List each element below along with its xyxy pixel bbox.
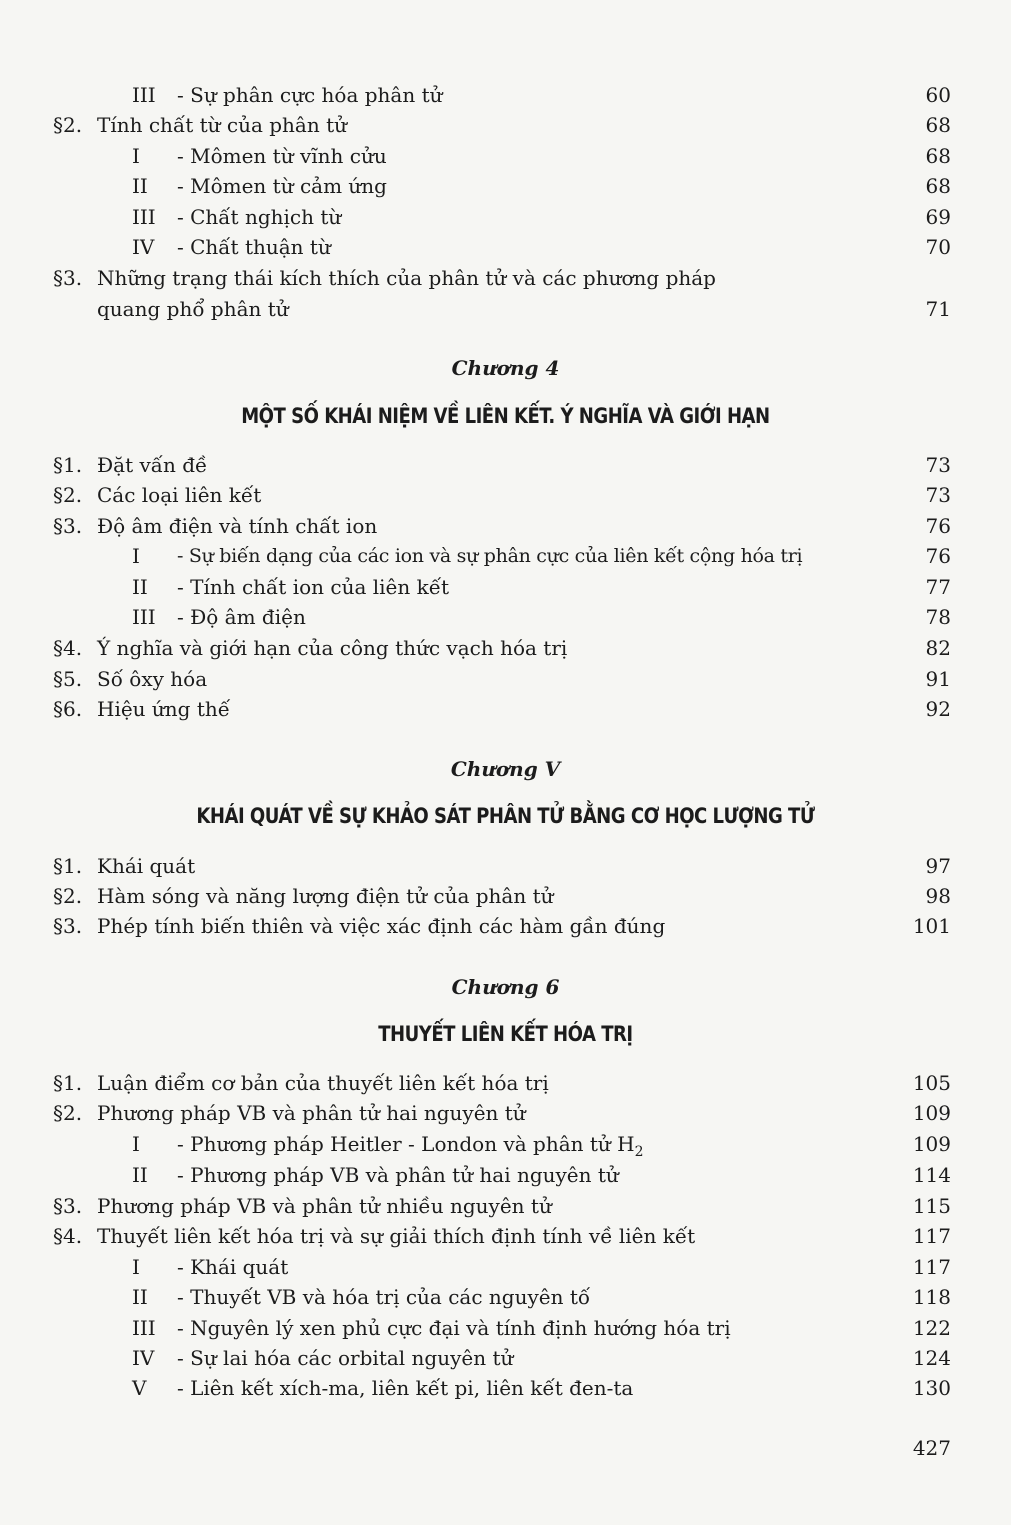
entry-section: §2.: [53, 1101, 83, 1125]
entry-page: 98: [925, 884, 951, 908]
entry-section: §6.: [53, 697, 83, 721]
entry-page: 69: [925, 205, 951, 229]
entry-numeral: III: [132, 605, 156, 629]
entry-title: - Thuyết VB và hóa trị của các nguyên tố: [177, 1285, 591, 1309]
toc-entry: [0, 1221, 1011, 1251]
toc-entry: [0, 1160, 1011, 1190]
entry-title: Phương pháp VB và phân tử hai nguyên tử: [97, 1101, 526, 1125]
entry-numeral: II: [132, 1163, 148, 1187]
entry-page: 117: [912, 1224, 951, 1248]
entry-title: - Chất thuận từ: [177, 235, 331, 259]
toc-entry: [0, 881, 1011, 911]
entry-page: 105: [912, 1071, 951, 1095]
entry-page: 115: [912, 1194, 951, 1218]
toc-entry: [0, 1373, 1011, 1403]
entry-page: 122: [912, 1316, 951, 1340]
entry-title: - Liên kết xích-ma, liên kết pi, liên kết đen-ta: [177, 1376, 634, 1400]
entry-page: 68: [925, 113, 951, 137]
entry-numeral: II: [132, 1285, 148, 1309]
entry-page: 77: [925, 575, 951, 599]
toc-entry: [0, 171, 1011, 201]
entry-section: §3.: [53, 914, 83, 938]
page-number: 427: [912, 1436, 951, 1460]
entry-page: 109: [912, 1132, 951, 1156]
entry-page: 114: [912, 1163, 951, 1187]
toc-entry: [0, 80, 1011, 110]
entry-page: 91: [925, 667, 951, 691]
entry-section: §5.: [53, 667, 83, 691]
entry-page: 82: [925, 636, 951, 660]
entry-section: §2.: [53, 113, 83, 137]
toc-entry: [0, 1252, 1011, 1282]
entry-numeral: IV: [132, 235, 155, 259]
entry-page: 73: [925, 453, 951, 477]
entry-numeral: III: [132, 205, 156, 229]
toc-entry: [0, 1313, 1011, 1343]
entry-page: 68: [925, 144, 951, 168]
entry-title: Hiệu ứng thế: [97, 697, 231, 721]
entry-page: 92: [925, 697, 951, 721]
entry-title-main: - Phương pháp Heitler - London và phân tử H: [177, 1132, 635, 1156]
toc-entry: [0, 1282, 1011, 1312]
toc-entry: [0, 1098, 1011, 1128]
toc-entry: [0, 911, 1011, 941]
toc-entry: [0, 110, 1011, 140]
entry-title: - Khái quát: [177, 1255, 289, 1279]
chapter-title: KHÁI QUÁT VỀ SỰ KHẢO SÁT PHÂN TỬ BẰNG CƠ HỌC LƯỢNG TỬ: [196, 804, 815, 828]
entry-title: - Nguyên lý xen phủ cực đại và tính định hướng hóa trị: [177, 1316, 731, 1340]
toc-entry: [0, 1191, 1011, 1221]
toc-entry: [0, 572, 1011, 602]
entry-section: §1.: [53, 453, 83, 477]
entry-numeral: IV: [132, 1346, 155, 1370]
entry-title: - Mômen từ cảm ứng: [177, 174, 387, 198]
entry-page: 101: [912, 914, 951, 938]
entry-title: - Chất nghịch từ: [177, 205, 342, 229]
entry-page: 97: [925, 854, 951, 878]
chapter-title: THUYẾT LIÊN KẾT HÓA TRỊ: [378, 1022, 633, 1046]
entry-section: §1.: [53, 854, 83, 878]
entry-title: Độ âm điện và tính chất ion: [97, 514, 378, 538]
toc-entry: [0, 450, 1011, 480]
toc-entry: [0, 541, 1011, 571]
entry-numeral: I: [132, 144, 140, 168]
entry-title: Các loại liên kết: [97, 483, 262, 507]
toc-entry-continuation: [0, 294, 1011, 324]
entry-title: - Tính chất ion của liên kết: [177, 575, 450, 599]
entry-section: §1.: [53, 1071, 83, 1095]
entry-title: Khái quát: [97, 854, 196, 878]
entry-title: Số ôxy hóa: [97, 667, 208, 691]
toc-entry: [0, 602, 1011, 632]
entry-section: §3.: [53, 266, 83, 290]
toc-entry: [0, 1068, 1011, 1098]
entry-page: 78: [925, 605, 951, 629]
toc-entry: [0, 511, 1011, 541]
entry-title: Hàm sóng và năng lượng điện tử của phân tử: [97, 884, 554, 908]
entry-numeral: I: [132, 1132, 140, 1156]
entry-numeral: II: [132, 174, 148, 198]
toc-entry: [0, 664, 1011, 694]
entry-title: Luận điểm cơ bản của thuyết liên kết hóa trị: [97, 1071, 549, 1095]
entry-numeral: I: [132, 1255, 140, 1279]
toc-entry: [0, 263, 1011, 293]
toc-entry: [0, 1343, 1011, 1373]
entry-title: Thuyết liên kết hóa trị và sự giải thích định tính về liên kết: [97, 1224, 696, 1248]
toc-entry: [0, 232, 1011, 262]
entry-title: - Mômen từ vĩnh cửu: [177, 144, 387, 168]
chapter-title: MỘT SỐ KHÁI NIỆM VỀ LIÊN KẾT. Ý NGHĨA VÀ GIỚI HẠN: [241, 404, 770, 428]
toc-entry: [0, 480, 1011, 510]
entry-section: §3.: [53, 514, 83, 538]
entry-title-subscript: 2: [634, 1144, 644, 1160]
entry-title: Ý nghĩa và giới hạn của công thức vạch hóa trị: [97, 636, 568, 660]
toc-entry: [0, 141, 1011, 171]
entry-section: §2.: [53, 884, 83, 908]
entry-title: - Sự phân cực hóa phân tử: [177, 83, 443, 107]
toc-entry: [0, 633, 1011, 663]
entry-page: 70: [925, 235, 951, 259]
entry-title: - Độ âm điện: [177, 605, 306, 629]
entry-page: 71: [925, 297, 951, 321]
entry-section: §2.: [53, 483, 83, 507]
entry-page: 73: [925, 483, 951, 507]
chapter-label: Chương 4: [451, 356, 560, 380]
toc-entry: [0, 851, 1011, 881]
entry-page: 117: [912, 1255, 951, 1279]
entry-section: §3.: [53, 1194, 83, 1218]
entry-page: 130: [912, 1376, 951, 1400]
entry-page: 118: [912, 1285, 951, 1309]
entry-page: 60: [925, 83, 951, 107]
entry-numeral: I: [132, 544, 140, 568]
entry-section: §4.: [53, 1224, 83, 1248]
entry-page: 76: [925, 544, 951, 568]
entry-title: Phương pháp VB và phân tử nhiều nguyên tử: [97, 1194, 552, 1218]
toc-entry: [0, 694, 1011, 724]
entry-title: - Phương pháp VB và phân tử hai nguyên tử: [177, 1163, 619, 1187]
entry-page: 68: [925, 174, 951, 198]
entry-numeral: II: [132, 575, 148, 599]
entry-page: 76: [925, 514, 951, 538]
entry-section: §4.: [53, 636, 83, 660]
entry-numeral: V: [132, 1376, 147, 1400]
entry-title: - Sự lai hóa các orbital nguyên tử: [177, 1346, 514, 1370]
entry-title: Những trạng thái kích thích của phân tử và các phương pháp: [97, 266, 716, 290]
toc-entry: [0, 202, 1011, 232]
chapter-label: Chương V: [450, 757, 561, 781]
entry-title: Tính chất từ của phân tử: [97, 113, 347, 137]
entry-title: Phép tính biến thiên và việc xác định các hàm gần đúng: [97, 914, 666, 938]
entry-title: quang phổ phân tử: [97, 297, 289, 321]
entry-numeral: III: [132, 83, 156, 107]
chapter-label: Chương 6: [451, 975, 560, 999]
entry-page: 124: [912, 1346, 951, 1370]
toc-entry: [0, 1129, 1011, 1159]
entry-title: Đặt vấn đề: [97, 453, 208, 477]
entry-numeral: III: [132, 1316, 156, 1340]
entry-title: - Sự biến dạng của các ion và sự phân cực của liên kết cộng hóa trị: [177, 545, 803, 567]
entry-page: 109: [912, 1101, 951, 1125]
